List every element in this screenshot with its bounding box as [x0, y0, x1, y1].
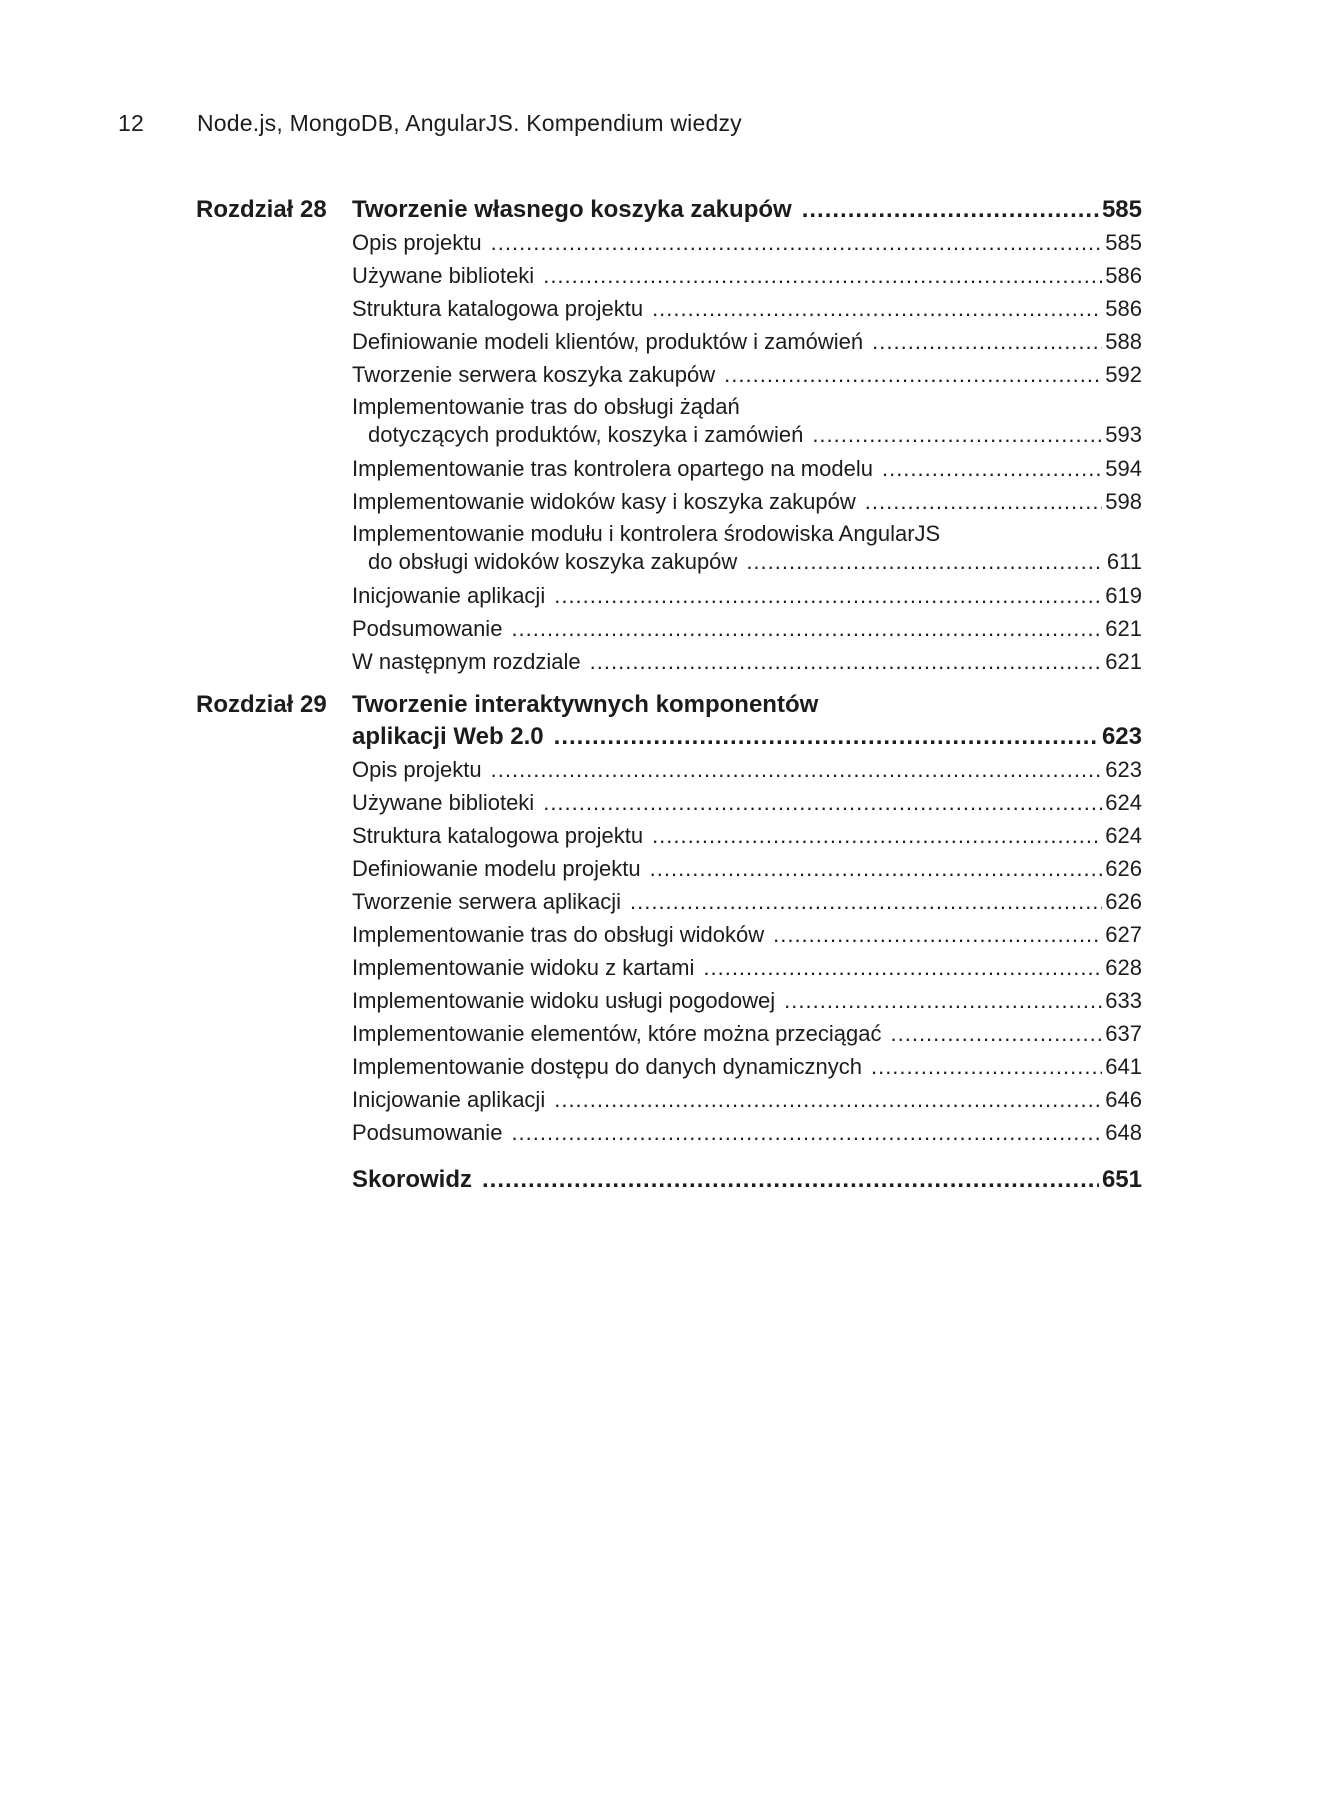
chapter-title-line1[interactable]: Tworzenie interaktywnych komponentów: [352, 691, 819, 718]
entry-title: Podsumowanie: [352, 616, 503, 641]
entry-title-line1: Implementowanie tras do obsługi żądań: [352, 394, 740, 419]
entry-page: 588: [1105, 329, 1142, 354]
toc-entry[interactable]: [352, 918, 1142, 951]
entry-title: W następnym rozdziale: [352, 649, 581, 674]
chapter-29: [196, 689, 1142, 1149]
toc-entry[interactable]: [352, 753, 1142, 786]
dot-leader: [491, 226, 1103, 259]
chapter-label: Rozdział 28: [196, 196, 327, 223]
dot-leader: [554, 721, 1099, 753]
entry-page: 611: [1106, 549, 1142, 574]
toc-entry[interactable]: [352, 485, 1142, 518]
entry-page: 641: [1105, 1054, 1142, 1079]
entry-page: 586: [1105, 263, 1142, 288]
dot-leader: [652, 292, 1102, 325]
entry-title: Implementowanie tras kontrolera opartego na modelu: [352, 456, 873, 481]
running-header: [118, 110, 742, 137]
entry-title-line1: Implementowanie modułu i kontrolera środowiska AngularJS: [352, 521, 941, 546]
entry-page: 637: [1105, 1021, 1142, 1046]
entry-page: 623: [1105, 757, 1142, 782]
toc-entry[interactable]: [352, 612, 1142, 645]
entry-page: 621: [1105, 616, 1142, 641]
entry-page: 598: [1105, 489, 1142, 514]
chapter-title-line2: aplikacji Web 2.0: [352, 723, 544, 750]
entry-page: 594: [1105, 456, 1142, 481]
toc-entry[interactable]: [352, 1050, 1142, 1083]
dot-leader: [630, 885, 1102, 918]
dot-leader: [543, 259, 1102, 292]
toc-entry[interactable]: [352, 1083, 1142, 1116]
toc-entry[interactable]: [352, 325, 1142, 358]
entry-page: 626: [1105, 856, 1142, 881]
entry-title: Struktura katalogowa projektu: [352, 823, 644, 848]
chapter-title: Tworzenie własnego koszyka zakupów: [352, 196, 792, 223]
entry-page: 624: [1105, 790, 1142, 815]
entry-title: Definiowanie modeli klientów, produktów i zamówień: [352, 329, 864, 354]
chapter-title-entry[interactable]: [352, 194, 1142, 226]
index-section: [196, 1163, 1142, 1197]
entry-title: Implementowanie widoku usługi pogodowej: [352, 988, 776, 1013]
entry-title: Definiowanie modelu projektu: [352, 856, 641, 881]
toc-entry[interactable]: [352, 786, 1142, 819]
entry-continuation: [352, 421, 1142, 449]
dot-leader: [491, 753, 1103, 786]
index-entry[interactable]: [352, 1163, 1142, 1197]
entry-title: Implementowanie elementów, które można przeciągać: [352, 1021, 882, 1046]
entry-title: Implementowanie dostępu do danych dynamicznych: [352, 1054, 862, 1079]
entry-title: Używane biblioteki: [352, 263, 535, 288]
chapter-title-entry[interactable]: [352, 721, 1142, 753]
entry-title: Inicjowanie aplikacji: [352, 1087, 546, 1112]
dot-leader: [543, 786, 1102, 819]
entry-page: 628: [1105, 955, 1142, 980]
toc-entry[interactable]: [352, 951, 1142, 984]
dot-leader: [650, 852, 1103, 885]
dot-leader: [590, 645, 1103, 678]
entry-page: 619: [1105, 583, 1142, 608]
toc-entry[interactable]: [352, 226, 1142, 259]
toc-entry[interactable]: [352, 645, 1142, 678]
entry-page: 621: [1105, 649, 1142, 674]
toc-entry[interactable]: [352, 984, 1142, 1017]
entry-page: 593: [1105, 422, 1142, 447]
dot-leader: [865, 485, 1103, 518]
dot-leader: [784, 984, 1102, 1017]
index-title: Skorowidz: [352, 1166, 473, 1193]
toc-entry[interactable]: [352, 358, 1142, 391]
entry-page: 646: [1105, 1087, 1142, 1112]
entry-title-line2: dotyczących produktów, koszyka i zamówień: [368, 422, 804, 447]
chapter-page: 585: [1101, 196, 1142, 223]
chapter-page: 623: [1101, 723, 1142, 750]
entry-page: 626: [1105, 889, 1142, 914]
toc-entry[interactable]: [352, 1116, 1142, 1149]
entry-page: 633: [1105, 988, 1142, 1013]
entry-page: 586: [1105, 296, 1142, 321]
dot-leader: [872, 325, 1102, 358]
toc-entry[interactable]: [352, 579, 1142, 612]
entry-title-line2: do obsługi widoków koszyka zakupów: [368, 549, 738, 574]
entry-title: Implementowanie tras do obsługi widoków: [352, 922, 765, 947]
entry-title: Tworzenie serwera koszyka zakupów: [352, 362, 716, 387]
dot-leader: [746, 548, 1104, 576]
entry-page: 585: [1105, 230, 1142, 255]
dot-leader: [554, 1083, 1102, 1116]
dot-leader: [511, 612, 1102, 645]
entry-page: 624: [1105, 823, 1142, 848]
chapter-28: [196, 194, 1142, 678]
entry-page: 648: [1105, 1120, 1142, 1145]
dot-leader: [703, 951, 1102, 984]
dot-leader: [482, 1163, 1099, 1197]
entry-title: Podsumowanie: [352, 1120, 503, 1145]
toc-entry[interactable]: [352, 885, 1142, 918]
dot-leader: [871, 1050, 1102, 1083]
index-page: 651: [1101, 1166, 1142, 1193]
toc-entry[interactable]: [352, 452, 1142, 485]
toc-entry[interactable]: [352, 1017, 1142, 1050]
entry-title: Implementowanie widoku z kartami: [352, 955, 695, 980]
entry-page: 627: [1105, 922, 1142, 947]
entry-title: Tworzenie serwera aplikacji: [352, 889, 621, 914]
toc-entry[interactable]: [352, 852, 1142, 885]
dot-leader: [891, 1017, 1103, 1050]
entry-title: Używane biblioteki: [352, 790, 535, 815]
toc-entry[interactable]: [352, 259, 1142, 292]
dot-leader: [652, 819, 1102, 852]
dot-leader: [812, 421, 1102, 449]
dot-leader: [882, 452, 1102, 485]
dot-leader: [554, 579, 1102, 612]
dot-leader: [724, 358, 1102, 391]
entry-page: 592: [1105, 362, 1142, 387]
toc-entry-multiline[interactable]: [352, 518, 1142, 579]
chapter-label: Rozdział 29: [196, 691, 327, 718]
toc-entry[interactable]: [352, 292, 1142, 325]
entry-title: Inicjowanie aplikacji: [352, 583, 546, 608]
dot-leader: [773, 918, 1102, 951]
table-of-contents: [196, 194, 1142, 1197]
toc-entry[interactable]: [352, 819, 1142, 852]
entry-title: Opis projektu: [352, 757, 482, 782]
dot-leader: [511, 1116, 1102, 1149]
dot-leader: [802, 194, 1099, 226]
book-title: Node.js, MongoDB, AngularJS. Kompendium wiedzy: [197, 110, 742, 136]
entry-title: Implementowanie widoków kasy i koszyka zakupów: [352, 489, 856, 514]
page-number: 12: [118, 110, 144, 136]
toc-entry-multiline[interactable]: [352, 391, 1142, 452]
entry-title: Opis projektu: [352, 230, 482, 255]
entry-continuation: [352, 548, 1142, 576]
entry-title: Struktura katalogowa projektu: [352, 296, 644, 321]
